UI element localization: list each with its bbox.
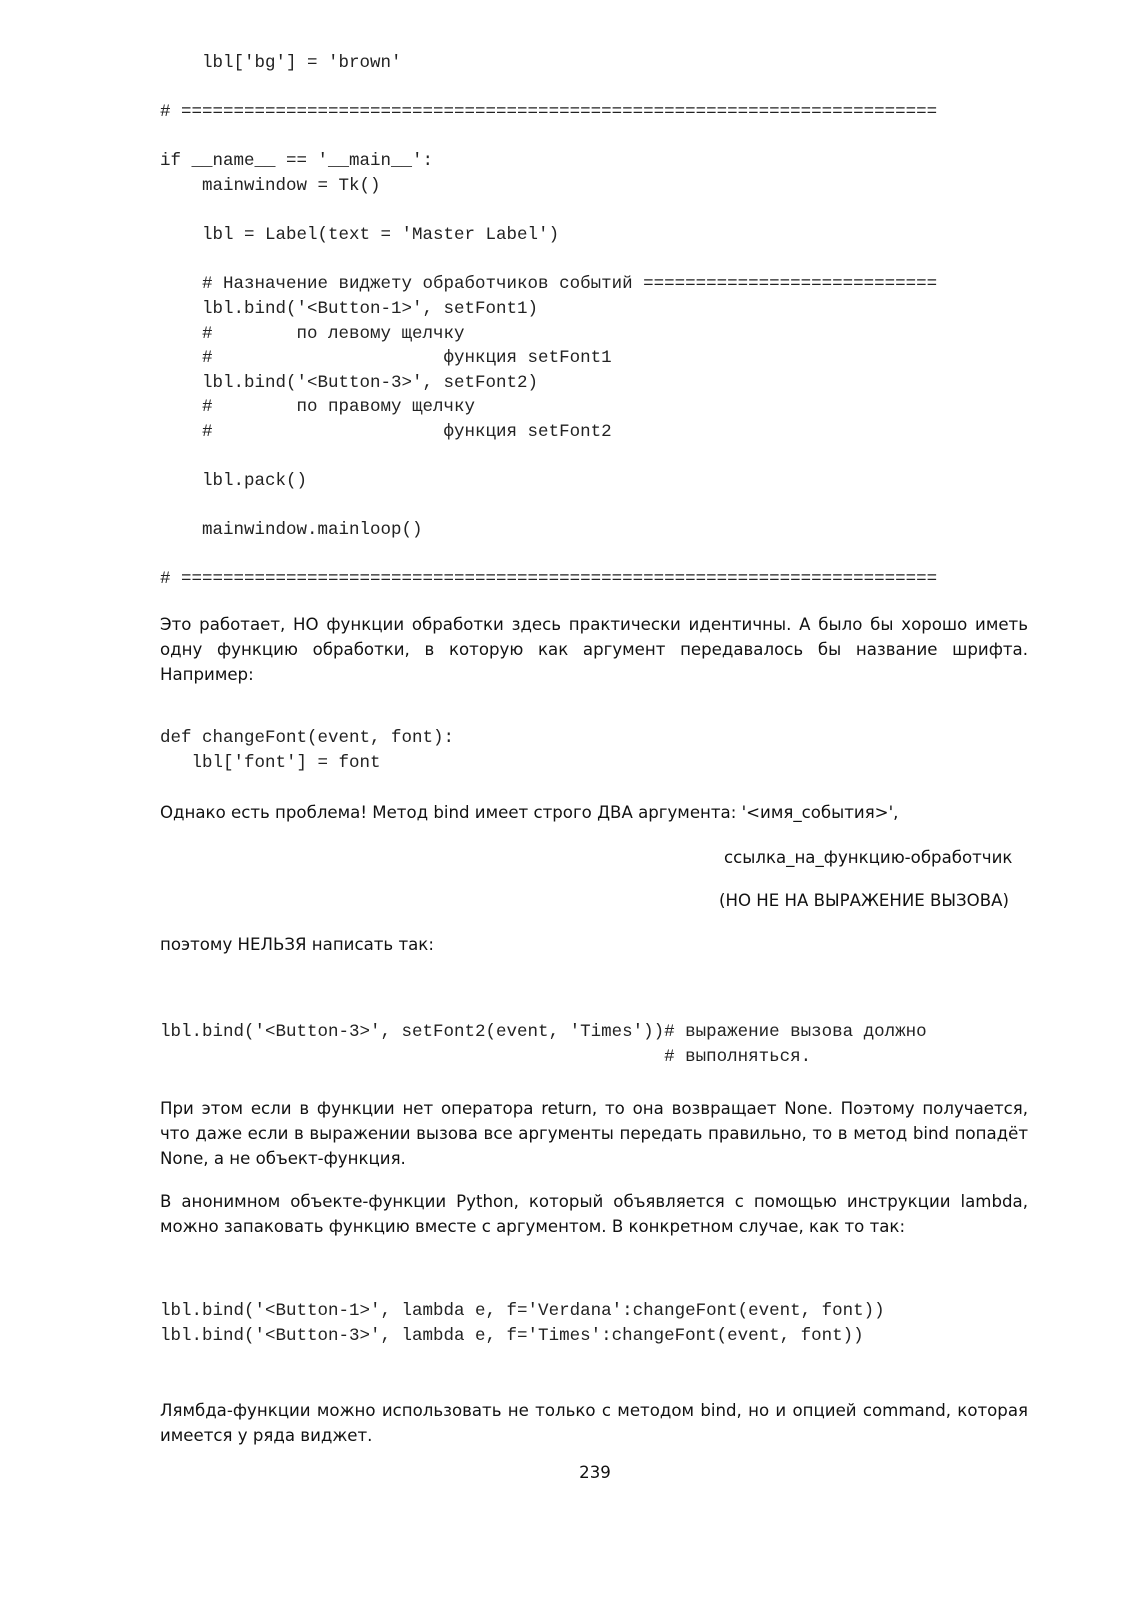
paragraph-return-none: При этом если в функции нет оператора return, то она возвращает None. Поэтому получается, что даже если в выражении вызова все аргументы передать правильно, то в метод bind попадёт None, а не объект-функция. (160, 1099, 1028, 1168)
paragraph-lambda-command: Лямбда-функции можно использовать не только с методом bind, но и опцией command, которая имеется у ряда виджет. (160, 1401, 1028, 1445)
paragraph-handlers-identical: Это работает, НО функции обработки здесь практически идентичны. А было бы хорошо иметь одну функцию обработки, в которую как аргумент передавалось бы название шрифта. Например: (160, 615, 1028, 684)
note-handler-reference: ссылка_на_функцию-обработчик (724, 848, 1013, 867)
paragraph-cannot-write: поэтому НЕЛЬЗЯ написать так: (160, 935, 434, 954)
code-block-event-bindings: lbl['bg'] = 'brown' # ======================================================================== if __name__ == '__main__': mainwindow = Tk() lbl = Label(text = 'Master Label') # Назначение виджету обработчиков событий ============================ lbl.bind('<Button-1>', setFont1) # по левому щелчку # функция setFont1 lbl.bind('<Button-3>', setFont2) # по правому щелчку # функция setFont2 lbl.pack() mainwindow.mainloop() # ======================================================================== (160, 53, 938, 590)
note-not-call-expression: (НО НЕ НА ВЫРАЖЕНИЕ ВЫЗОВА) (719, 891, 1009, 910)
paragraph-lambda-intro: В анонимном объекте-функции Python, который объявляется с помощью инструкции lambda, можно запаковать функцию вместе с аргументом. В конкретном случае, как то так: (160, 1192, 1028, 1236)
code-block-wrong-bind: lbl.bind('<Button-3>', setFont2(event, 'Times'))# выражение вызова должно # выполняться. (160, 1022, 927, 1067)
paragraph-bind-two-args: Однако есть проблема! Метод bind имеет строго ДВА аргумента: '<имя_события>', (160, 803, 899, 822)
code-block-changefont-def: def changeFont(event, font): lbl['font'] = font (160, 728, 455, 773)
code-block-lambda-bind: lbl.bind('<Button-1>', lambda e, f='Verdana':changeFont(event, font)) lbl.bind('<Button-3>', lambda e, f='Times':changeFont(event, font)) (160, 1301, 885, 1346)
page-number: 239 (579, 1463, 611, 1482)
